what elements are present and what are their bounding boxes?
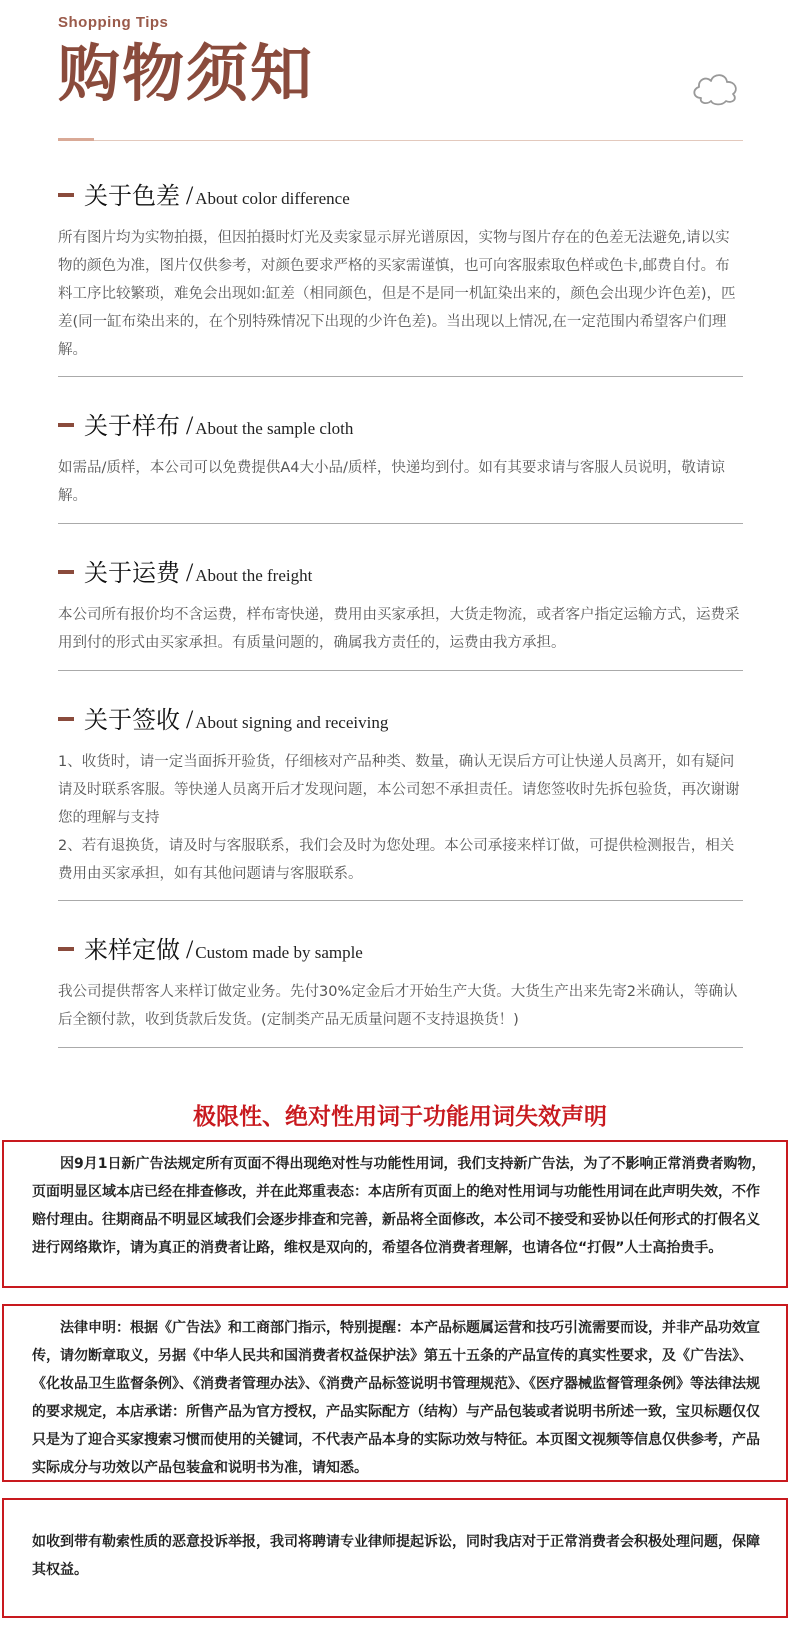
heading-dash bbox=[58, 193, 74, 197]
section-title-zh: 关于色差 bbox=[84, 182, 180, 210]
section-title-en: About color difference bbox=[195, 189, 350, 208]
section-divider bbox=[58, 376, 743, 377]
page-title: 购物须知 bbox=[58, 37, 315, 110]
section-custom-made bbox=[58, 930, 743, 1034]
section-paragraph: 所有图片均为实物拍摄，但因拍摄时灯光及卖家显示屏光谱原因，实物与图片存在的色差无法避免,请以实物的颜色为准，图片仅供参考，对颜色要求严格的买家需谨慎，也可向客服索取色样或色卡,邮费自付。布料工序比较繁琐，难免会出现如:缸差（相同颜色，但是不是同一机缸染出来的，颜色会出现少许色差)，匹差(同一缸布染出来的，在个别特殊情况下出现的少许色差)。当出现以上情况,在一定范围内希望客户们理解。 bbox=[58, 230, 736, 358]
section-body bbox=[58, 978, 743, 1034]
section-body bbox=[58, 601, 743, 657]
heading-dash bbox=[58, 717, 74, 721]
section-divider bbox=[58, 1047, 743, 1048]
section-paragraph: 2、若有退换货，请及时与客服联系，我们会及时为您处理。本公司承接来样订做，可提供检测报告，相关费用由买家承担，如有其他问题请与客服联系。 bbox=[58, 838, 735, 882]
section-body bbox=[58, 454, 743, 510]
section-heading bbox=[58, 553, 743, 593]
heading-slash: / bbox=[186, 935, 194, 964]
section-divider bbox=[58, 523, 743, 524]
page-header bbox=[58, 14, 743, 113]
notice-box-complaint bbox=[2, 1498, 788, 1618]
section-divider bbox=[58, 670, 743, 671]
notice-text: 如收到带有勒索性质的恶意投诉举报，我司将聘请专业律师提起诉讼，同时我店对于正常消费者会积极处理问题，保障其权益。 bbox=[32, 1534, 760, 1578]
section-heading bbox=[58, 406, 743, 446]
section-paragraph: 本公司所有报价均不含运费，样布寄快递，费用由买家承担，大货走物流，或者客户指定运输方式，运费采用到付的形式由买家承担。有质量问题的，确属我方责任的，运费由我方承担。 bbox=[58, 607, 740, 651]
section-title-zh: 关于运费 bbox=[84, 559, 180, 587]
heading-slash: / bbox=[186, 705, 194, 734]
section-body bbox=[58, 224, 743, 364]
section-paragraph: 我公司提供帮客人来样订做定业务。先付30%定金后才开始生产大货。大货生产出来先寄2米确认，等确认后全额付款，收到货款后发货。(定制类产品无质量问题不支持退换货！) bbox=[58, 984, 738, 1028]
section-paragraph: 1、收货时，请一定当面拆开验货，仔细核对产品种类、数量，确认无误后方可让快递人员离开，如有疑问请及时联系客服。等快递人员离开后才发现问题，本公司恕不承担责任。请您签收时先拆包验货，再次谢谢您的理解与支持 bbox=[58, 754, 740, 826]
section-title-zh: 关于样布 bbox=[84, 412, 180, 440]
section-title-en: Custom made by sample bbox=[195, 943, 363, 962]
header-divider bbox=[58, 140, 743, 141]
shopping-tips-label: Shopping Tips bbox=[58, 14, 169, 31]
section-color-difference bbox=[58, 176, 743, 364]
notice-box-advertising-law bbox=[2, 1140, 788, 1288]
heading-dash bbox=[58, 570, 74, 574]
heading-dash bbox=[58, 947, 74, 951]
section-title-en: About the sample cloth bbox=[195, 419, 354, 438]
section-heading bbox=[58, 930, 743, 970]
section-title-zh: 关于签收 bbox=[84, 706, 180, 734]
section-title-en: About the freight bbox=[195, 566, 313, 585]
heading-slash: / bbox=[186, 558, 194, 587]
section-body bbox=[58, 748, 743, 888]
header-divider-accent bbox=[58, 138, 94, 141]
heading-slash: / bbox=[186, 411, 194, 440]
section-title-en: About signing and receiving bbox=[195, 713, 389, 732]
heading-dash bbox=[58, 423, 74, 427]
section-title-zh: 来样定做 bbox=[84, 936, 180, 964]
notice-text: 法律申明：根据《广告法》和工商部门指示，特别提醒：本产品标题属运营和技巧引流需要而设，并非产品功效宣传，请勿断章取义，另据《中华人民共和国消费者权益保护法》第五十五条的产品宣传的真实性要求，及《广告法》、《化妆品卫生监督条例》、《消费者管理办法》、《消费产品标签说明书管理规范》、《医疗器械监督管理条例》等法律法规的要求规定，本店承诺：所售产品为官方授权，产品实际配方（结构）与产品包装或者说明书所述一致，宝贝标题仅仅只是为了迎合买家搜索习惯而使用的关键词，不代表产品本身的实际功效与特征。本页图文视频等信息仅供参考，产品实际成分与功效以产品包装盒和说明书为准，请知悉。 bbox=[32, 1320, 760, 1476]
section-divider bbox=[58, 900, 743, 901]
notice-text: 因9月1日新广告法规定所有页面不得出现绝对性与功能性用词，我们支持新广告法，为了不影响正常消费者购物，页面明显区域本店已经在排查修改，并在此郑重表态：本店所有页面上的绝对性用词与功能性用词在此声明失效，不作赔付理由。往期商品不明显区域我们会逐步排查和完善，新品将全面修改，本公司不接受和妥协以任何形式的打假名义进行网络欺诈，请为真正的消费者让路，维权是双向的，希望各位消费者理解，也请各位“打假”人士高抬贵手。 bbox=[32, 1156, 766, 1256]
heading-slash: / bbox=[186, 181, 194, 210]
section-sample-cloth bbox=[58, 406, 743, 510]
disclaimer-title: 极限性、绝对性用词于功能用词失效声明 bbox=[193, 1104, 607, 1130]
section-freight bbox=[58, 553, 743, 657]
section-paragraph: 如需品/质样，本公司可以免费提供A4大小品/质样，快递均到付。如有其要求请与客服人员说明，敬请谅解。 bbox=[58, 460, 725, 504]
section-heading bbox=[58, 700, 743, 740]
cloud-icon bbox=[689, 68, 741, 108]
notice-box-legal-statement bbox=[2, 1304, 788, 1482]
section-signing-receiving bbox=[58, 700, 743, 888]
section-heading bbox=[58, 176, 743, 216]
